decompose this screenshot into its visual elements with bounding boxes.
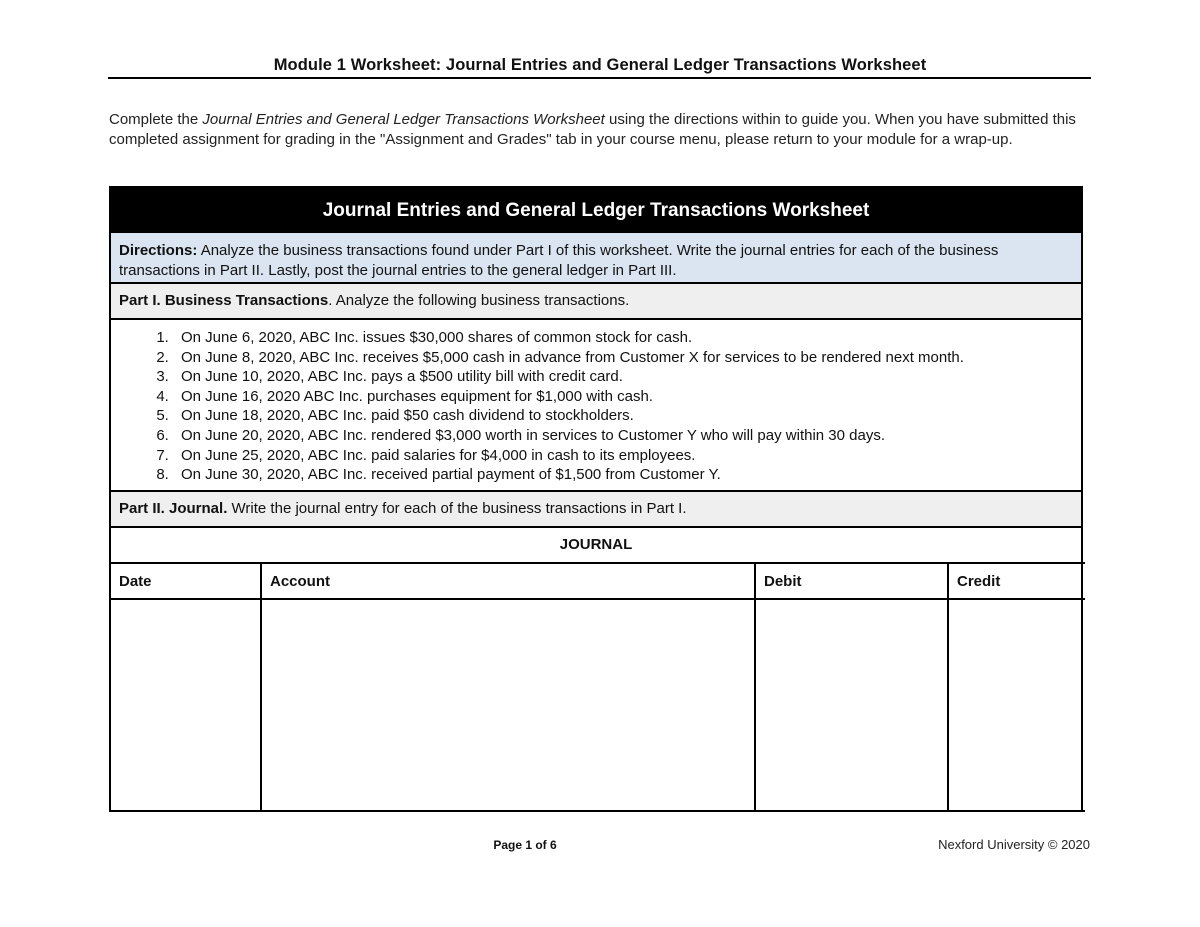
copyright-notice: Nexford University © 2020 [938,837,1090,852]
directions-row [111,231,1081,282]
credit-cell[interactable] [948,599,1085,811]
transaction-item: 2. On June 8, 2020, ABC Inc. receives $5,000 cash in advance from Customer X for services to be rendered next month. [173,348,1073,368]
debit-cell[interactable] [755,599,948,811]
intro-text-emphasis: Journal Entries and General Ledger Transactions Worksheet [202,111,605,128]
journal-header-row [111,563,1085,599]
transaction-item: 4. On June 16, 2020 ABC Inc. purchases equipment for $1,000 with cash. [173,387,1073,407]
part1-text: . Analyze the following business transactions. [328,292,630,309]
transactions-row [111,318,1081,490]
journal-title: JOURNAL [111,526,1081,562]
transaction-item: 5. On June 18, 2020, ABC Inc. paid $50 cash dividend to stockholders. [173,406,1073,426]
part1-label: Part I. Business Transactions [119,292,329,309]
part2-label: Part II. Journal. [119,500,228,517]
transaction-item: 6. On June 20, 2020, ABC Inc. rendered $3,000 worth in services to Customer Y who will pay within 30 days. [173,426,1073,446]
page-title: Module 1 Worksheet: Journal Entries and General Ledger Transactions Worksheet [273,56,927,74]
part2-row [111,490,1081,526]
directions-text: Analyze the business transactions found under Part I of this worksheet. Write the journal entries for each of the business transactions in Part II. Lastly, post the journal entries to the general ledger in Part III. [119,242,999,279]
journal-entry-row [111,599,1085,811]
column-header-date: Date [111,563,261,599]
column-header-credit: Credit [948,563,1085,599]
directions-label: Directions: [119,242,198,259]
title-divider [108,77,1091,79]
part2-text: Write the journal entry for each of the business transactions in Part I. [227,500,687,517]
worksheet-header: Journal Entries and General Ledger Transactions Worksheet [111,188,1081,231]
intro-text-after: using the directions within to guide you. When you have submitted this completed assignment for grading in the "Assignment and Grades" tab in your course menu, please return to your module for a wrap-up. [109,111,1076,148]
transaction-item: 7. On June 25, 2020, ABC Inc. paid salaries for $4,000 in cash to its employees. [173,446,1073,466]
journal-table [111,562,1085,812]
part1-row [111,282,1081,318]
column-header-debit: Debit [755,563,948,599]
intro-text-before: Complete the [109,111,203,128]
date-cell[interactable] [111,599,261,811]
page-number: Page 1 of 6 [493,838,557,852]
account-cell[interactable] [261,599,755,811]
transaction-item: 8. On June 30, 2020, ABC Inc. received partial payment of $1,500 from Customer Y. [173,465,1073,485]
transaction-item: 3. On June 10, 2020, ABC Inc. pays a $500 utility bill with credit card. [173,367,1073,387]
worksheet-table [109,186,1083,812]
transaction-item: 1. On June 6, 2020, ABC Inc. issues $30,000 shares of common stock for cash. [173,328,1073,348]
column-header-account: Account [261,563,755,599]
transaction-list [119,328,1073,485]
intro-paragraph [109,110,1089,149]
